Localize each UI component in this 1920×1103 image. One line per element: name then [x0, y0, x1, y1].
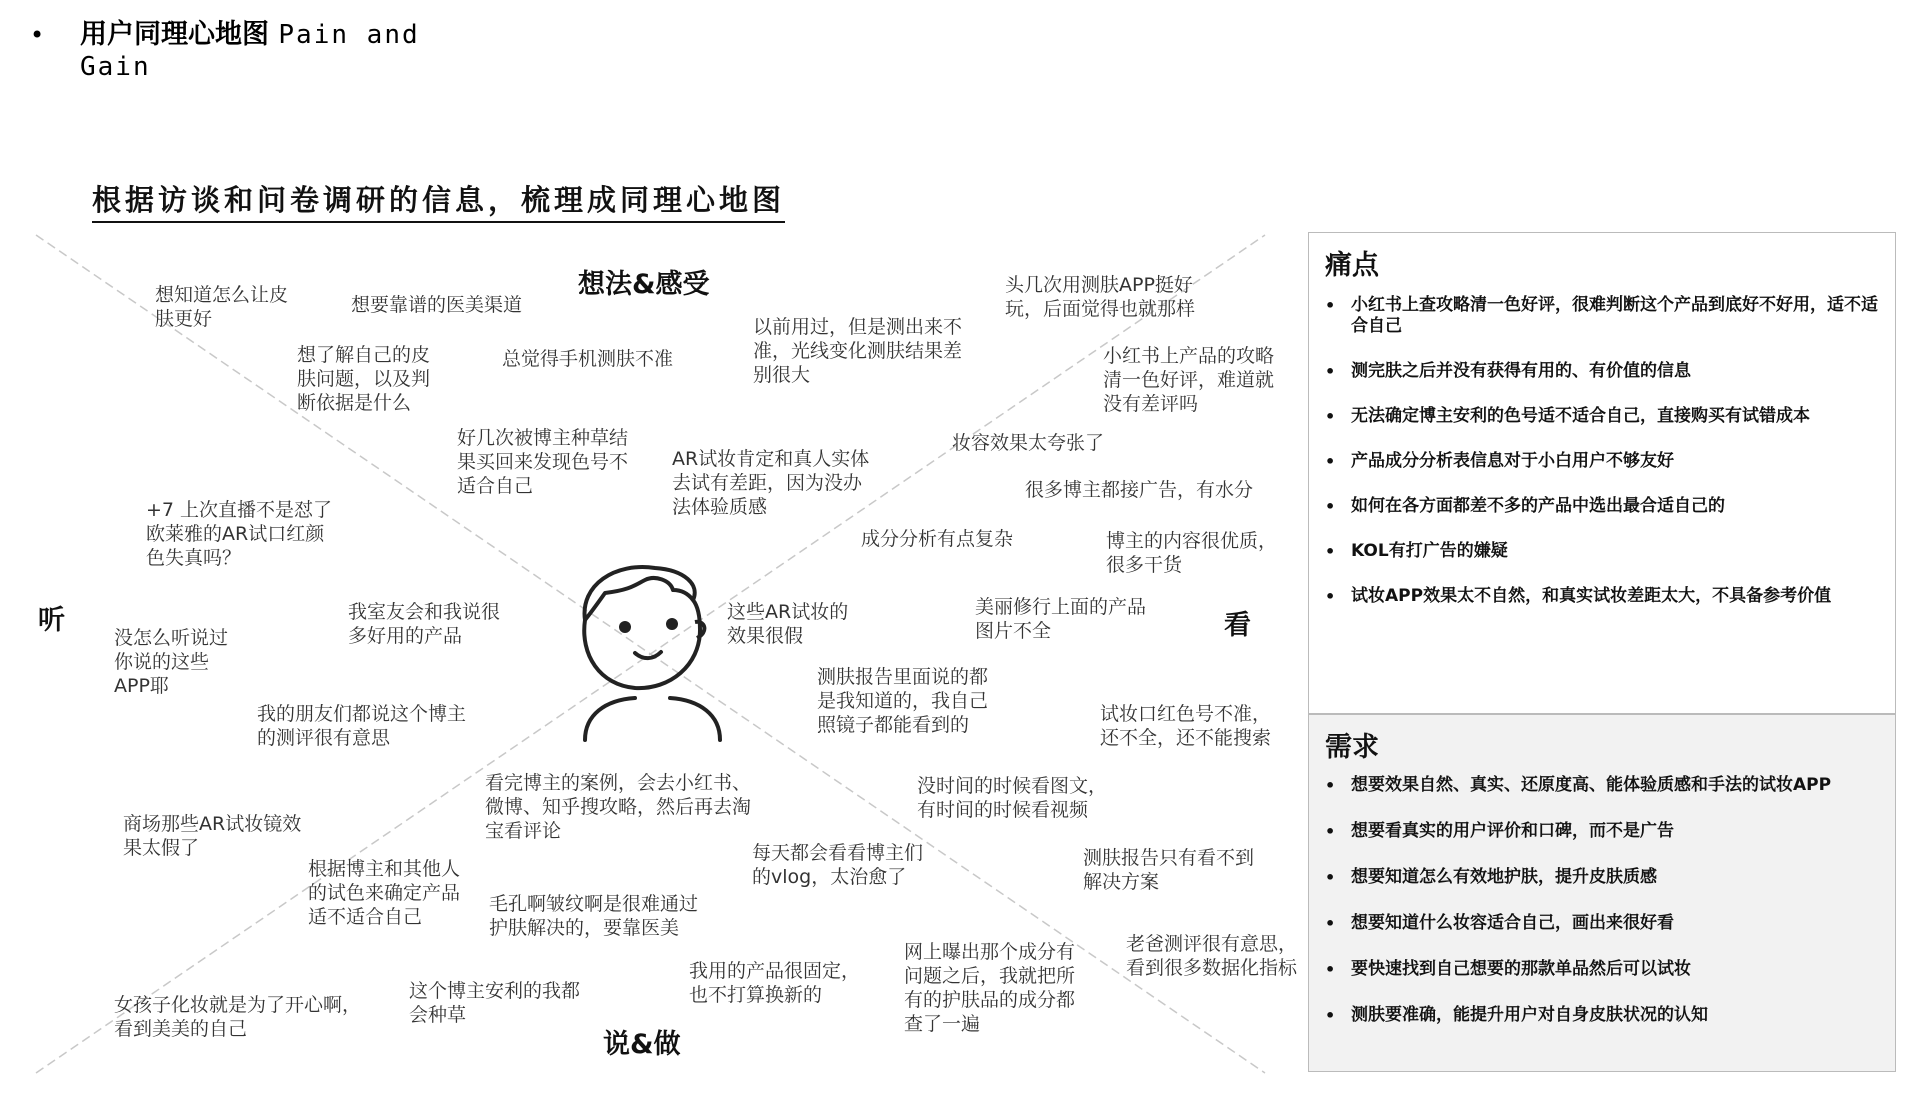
list-item: • 无法确定博主安利的色号适不适合自己，直接购买有试错成本 — [1323, 406, 1881, 427]
note: 博主的内容很优质， 很多干货 — [1106, 530, 1278, 576]
note: 想要靠谱的医美渠道 — [351, 294, 523, 316]
list-item: • 要快速找到自己想要的那款单品然后可以试妆 — [1323, 959, 1881, 980]
note: AR试妆肯定和真人实体 去试有差距，因为没办 法体验质感 — [672, 448, 870, 518]
needs-title: 需求 — [1325, 732, 1379, 763]
pain-points-title: 痛点 — [1325, 250, 1379, 281]
note: 美丽修行上面的产品 图片不全 — [975, 596, 1147, 642]
note: +7 上次直播不是怼了 欧莱雅的AR试口红颜 色失真吗？ — [146, 499, 333, 569]
list-item: • 产品成分分析表信息对于小白用户不够友好 — [1323, 451, 1881, 472]
user-face-icon — [575, 560, 730, 745]
note: 毛孔啊皱纹啊是很难通过 护肤解决的，要靠医美 — [489, 893, 699, 939]
note: 想知道怎么让皮 肤更好 — [155, 284, 289, 330]
list-item: • 测完肤之后并没有获得有用的、有价值的信息 — [1323, 361, 1881, 382]
list-item: • 想要知道什么妆容适合自己，画出来很好看 — [1323, 913, 1881, 934]
title-bold: 用户同理心地图 — [80, 19, 269, 50]
note: 测肤报告里面说的都 是我知道的，我自己 照镜子都能看到的 — [817, 666, 989, 736]
note: 我用的产品很固定， 也不打算换新的 — [689, 960, 861, 1006]
title-rest: Pain and — [278, 20, 420, 50]
subtitle: 根据访谈和问卷调研的信息，梳理成同理心地图 — [92, 178, 785, 223]
list-item: • 小红书上查攻略清一色好评，很难判断这个产品到底好不好用，适不适合自己 — [1323, 295, 1881, 337]
title-rest-2: Gain — [80, 52, 151, 82]
needs-panel — [1308, 714, 1896, 1072]
quadrant-say-do: 说&做 — [603, 1029, 681, 1060]
note: 根据博主和其他人 的试色来确定产品 适不适合自己 — [308, 858, 461, 928]
bullet: • — [30, 21, 45, 49]
note: 总觉得手机测肤不准 — [502, 348, 674, 370]
note: 以前用过，但是测出来不 准，光线变化测肤结果差 别很大 — [753, 316, 963, 386]
pain-points-panel — [1308, 232, 1896, 714]
list-item: • 测肤要准确，能提升用户对自身皮肤状况的认知 — [1323, 1005, 1881, 1026]
list-item: • 试妆APP效果太不自然，和真实试妆差距太大，不具备参考价值 — [1323, 586, 1881, 607]
note: 成分分析有点复杂 — [861, 528, 1014, 550]
note: 想了解自己的皮 肤问题，以及判 断依据是什么 — [297, 344, 431, 414]
note: 妆容效果太夸张了 — [952, 432, 1105, 454]
list-item: • 想要看真实的用户评价和口碑，而不是广告 — [1323, 821, 1881, 842]
list-item: • 想要知道怎么有效地护肤，提升皮肤质感 — [1323, 867, 1881, 888]
list-item: • KOL有打广告的嫌疑 — [1323, 541, 1881, 562]
note: 老爸测评很有意思， 看到很多数据化指标 — [1126, 933, 1298, 979]
note: 看完博主的案例，会去小红书、 微博、知乎搜攻略，然后再去淘 宝看评论 — [485, 772, 752, 842]
note: 女孩子化妆就是为了开心啊， 看到美美的自己 — [114, 994, 362, 1040]
needs-list — [1323, 775, 1881, 1051]
note: 这些AR试妆的 效果很假 — [727, 601, 849, 647]
note: 好几次被博主种草结 果买回来发现色号不 适合自己 — [457, 427, 629, 497]
quadrant-think-feel: 想法&感受 — [578, 269, 710, 300]
note: 头几次用测肤APP挺好 玩，后面觉得也就那样 — [1005, 274, 1196, 320]
note: 我的朋友们都说这个博主 的测评很有意思 — [257, 703, 467, 749]
pain-points-list — [1323, 295, 1881, 631]
note: 很多博主都接广告，有水分 — [1025, 479, 1254, 501]
note: 商场那些AR试妆镜效 果太假了 — [123, 813, 302, 859]
note: 测肤报告只有看不到 解决方案 — [1083, 847, 1255, 893]
note: 每天都会看看博主们 的vlog，太治愈了 — [752, 842, 924, 888]
quadrant-hear: 听 — [38, 605, 65, 636]
note: 没时间的时候看图文， 有时间的时候看视频 — [917, 775, 1108, 821]
note: 试妆口红色号不准， 还不全，还不能搜索 — [1100, 703, 1272, 749]
note: 我室友会和我说很 多好用的产品 — [348, 601, 501, 647]
note: 没怎么听说过 你说的这些 APP耶 — [114, 627, 229, 697]
list-item: • 想要效果自然、真实、还原度高、能体验质感和手法的试妆APP — [1323, 775, 1881, 796]
note: 这个博主安利的我都 会种草 — [409, 980, 581, 1026]
note: 小红书上产品的攻略 清一色好评，难道就 没有差评吗 — [1103, 345, 1275, 415]
list-item: • 如何在各方面都差不多的产品中选出最合适自己的 — [1323, 496, 1881, 517]
note: 网上曝出那个成分有 问题之后，我就把所 有的护肤品的成分都 查了一遍 — [904, 941, 1076, 1035]
quadrant-see: 看 — [1224, 610, 1251, 641]
